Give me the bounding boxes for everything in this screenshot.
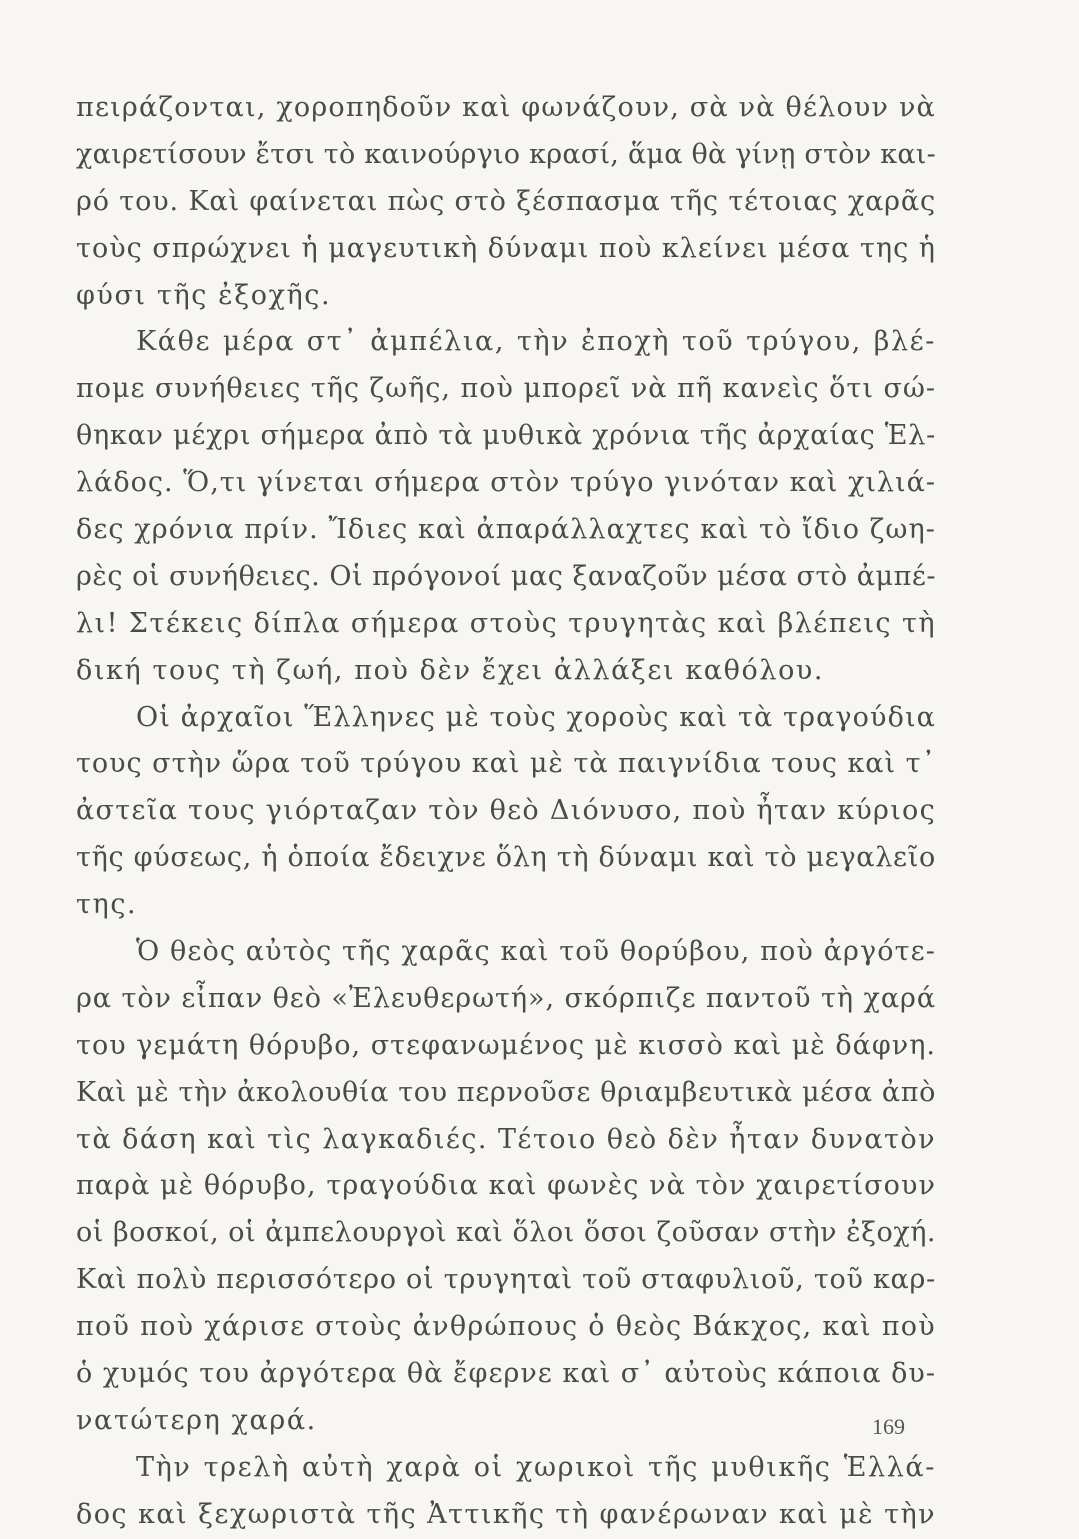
text-line: νατώτερη χαρά. [76,1404,317,1436]
text-line: παρὰ μὲ θόρυβο, τραγούδια καὶ φωνὲς νὰ τὸν χαιρετίσουν [76,1170,936,1202]
text-line: τους στὴν ὥρα τοῦ τρύγου καὶ μὲ τὰ παιγνίδια τους καὶ τ᾽ [76,748,936,780]
text-line: χαιρετίσουν ἔτσι τὸ καινούργιο κρασί, ἅμα θὰ γίνῃ στὸν και- [76,138,936,170]
text-line: Καὶ μὲ τὴν ἀκολουθία του περνοῦσε θριαμβευτικὰ μέσα ἀπὸ [76,1076,936,1108]
text-line: Οἱ ἀρχαῖοι Ἕλληνες μὲ τοὺς χοροὺς καὶ τὰ τραγούδια [136,701,936,733]
text-line: τῆς φύσεως, ἡ ὁποία ἔδειχνε ὅλη τὴ δύναμι καὶ τὸ μεγαλεῖο [76,842,936,874]
text-line: τοὺς σπρώχνει ἡ μαγευτικὴ δύναμι ποὺ κλείνει μέσα της ἡ [76,232,936,264]
text-line: λι! Στέκεις δίπλα σήμερα στοὺς τρυγητὰς καὶ βλέπεις τὴ [76,607,936,639]
text-line: οἱ βοσκοί, οἱ ἀμπελουργοὶ καὶ ὅλοι ὅσοι ζοῦσαν στὴν ἐξοχή. [76,1217,936,1249]
text-line: ρὲς οἱ συνήθειες. Οἱ πρόγονοί μας ξαναζοῦν μέσα στὸ ἀμπέ- [76,560,936,592]
text-line: πειράζονται, χοροπηδοῦν καὶ φωνάζουν, σὰ νὰ θέλουν νὰ [76,92,936,123]
text-line: του γεμάτη θόρυβο, στεφανωμένος μὲ κισσὸ καὶ μὲ δάφνη. [76,1029,936,1061]
text-line: Καὶ πολὺ περισσότερο οἱ τρυγηταὶ τοῦ σταφυλιοῦ, τοῦ καρ- [76,1264,936,1296]
text-line: δική τους τὴ ζωή, ποὺ δὲν ἔχει ἀλλάξει καθόλου. [76,654,825,686]
text-line: ὁ χυμός του ἀργότερα θὰ ἔφερνε καὶ σ᾽ αὐτοὺς κάποια δυ- [76,1358,936,1390]
text-line: θηκαν μέχρι σήμερα ἀπὸ τὰ μυθικὰ χρόνια τῆς ἀρχαίας Ἑλ- [76,420,936,452]
body-text [76,85,936,1539]
text-line: τὰ δάση καὶ τὶς λαγκαδιές. Τέτοιο θεὸ δὲν ἦταν δυνατὸν [76,1123,936,1155]
text-line: δος καὶ ξεχωριστὰ τῆς Ἀττικῆς τὴ φανέρωναν καὶ μὲ τὴν [76,1498,936,1530]
text-line: της. [76,889,138,921]
page-number: 169 [872,1414,905,1439]
text-line: ρό του. Καὶ φαίνεται πὼς στὸ ξέσπασμα τῆς τέτοιας χαρᾶς [76,185,936,217]
text-line: Ὁ θεὸς αὐτὸς τῆς χαρᾶς καὶ τοῦ θορύβου, ποὺ ἀργότε- [136,936,936,968]
text-line: φύσι τῆς ἐξοχῆς. [76,279,332,311]
text-line: Κάθε μέρα στ᾽ ἀμπέλια, τὴν ἐποχὴ τοῦ τρύγου, βλέ- [136,326,936,358]
text-line: πομε συνήθειες τῆς ζωῆς, ποὺ μπορεῖ νὰ πῆ κανεὶς ὅτι σώ- [76,373,936,405]
text-line: ἀστεῖα τους γιόρταζαν τὸν θεὸ Διόνυσο, ποὺ ἦταν κύριος [76,795,936,827]
text-line: λάδος. Ὅ,τι γίνεται σήμερα στὸν τρύγο γινόταν καὶ χιλιά- [76,467,936,499]
text-line: Τὴν τρελὴ αὐτὴ χαρὰ οἱ χωρικοὶ τῆς μυθικῆς Ἑλλά- [136,1451,936,1483]
text-line: ρα τὸν εἶπαν θεὸ «Ἐλευθερωτή», σκόρπιζε παντοῦ τὴ χαρά [76,982,936,1014]
text-line: δες χρόνια πρίν. Ἴδιες καὶ ἀπαράλλαχτες καὶ τὸ ἴδιο ζωη- [76,514,936,546]
text-line: ποῦ ποὺ χάρισε στοὺς ἀνθρώπους ὁ θεὸς Βάκχος, καὶ ποὺ [76,1311,936,1343]
